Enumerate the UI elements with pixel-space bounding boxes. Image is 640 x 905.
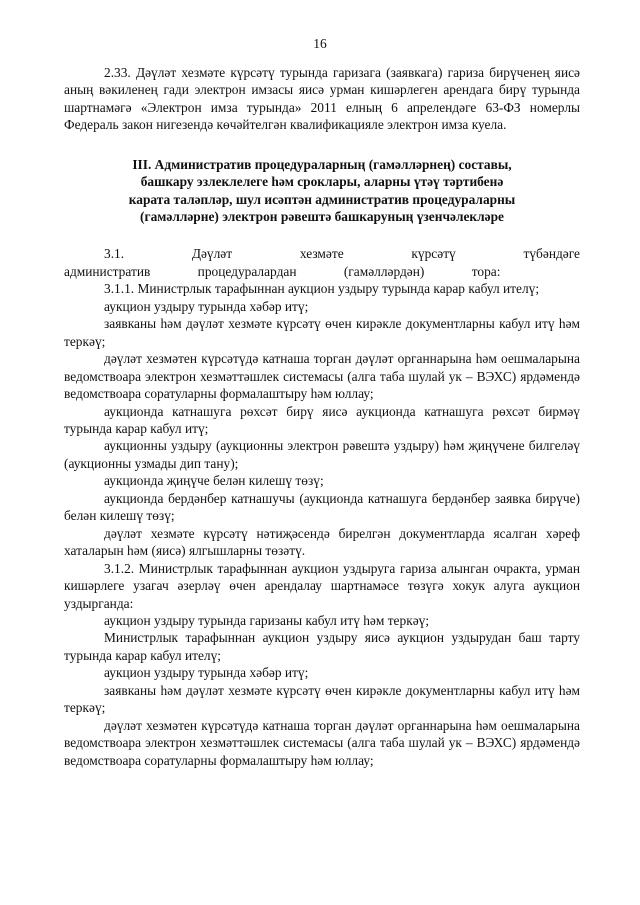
page-number: 16 <box>313 36 327 51</box>
paragraph-3-1-2: 3.1.2. Министрлык тарафыннан аукцион уздыруга гариза алынган очракта, урман кишәрлеге узагач әзерләү өчен арендалау шартнамәсе төзүгә хокук алуга аукцион уздырганда: <box>64 560 580 611</box>
paragraph-3-1-1: 3.1.1. Министрлык тарафыннан аукцион уздыру турында карар кабул ителү; <box>104 281 540 297</box>
list-item: аукционда катнашуга рөхсәт бирү яисә аукционда катнашуга рөхсәт бирмәү турында карар кабул итү; <box>64 403 580 436</box>
list-item: дәүләт хезмәтен күрсәтүдә катнаша торган дәүләт органнарына һәм оешмаларына ведомствоара электрон хезмәттәшлек системасы (алга таба шулай ук – ВЭХС) ярдәмендә ведомствоара соратуларны формалаштыру һәм юллау; <box>64 717 580 768</box>
list-item: аукцион уздыру турында гаризаны кабул итү һәм теркәү; <box>104 612 430 628</box>
section-heading-line: (гамәлләрне) электрон рәвештә башкаруның үзенчәлекләре <box>140 209 504 225</box>
list-item: заявканы һәм дәүләт хезмәте күрсәтү өчен кирәкле документларны кабул итү һәм теркәү; <box>64 682 580 716</box>
list-item: аукцион уздыру турында хәбәр итү; <box>104 665 309 681</box>
paragraph-3-1: 3.1. Дәүләт хезмәте күрсәтү түбәндәге административ процедуралардан (гамәлләрдән) тора: <box>64 246 580 279</box>
list-item: аукционда бердәнбер катнашучы (аукционда катнашуга бердәнбер заявка бирүче) белән килешү төзү; <box>64 490 580 524</box>
list-item: аукционны уздыру (аукционны электрон рәвештә уздыру) һәм җиңүчене билгеләү (аукционны узмады дип тану); <box>64 438 580 471</box>
section-heading-line: башкару эзлеклелеге һәм сроклары, аларны үтәү тәртибенә <box>140 174 504 190</box>
list-item: аукцион уздыру турында хәбәр итү; <box>104 298 309 314</box>
list-item: Министрлык тарафыннан аукцион уздыру яисә аукцион уздырудан баш тарту турында карар кабул ителү; <box>64 630 580 663</box>
list-item: аукционда җиңүче белән килешү төзү; <box>104 473 324 489</box>
section-heading <box>64 156 580 226</box>
list-item: дәүләт хезмәте күрсәтү нәтиҗәсендә бирелгән документларда ясалган хәреф хаталарын һәм (яисә) ялгышларны төзәтү. <box>64 525 580 559</box>
list-item: дәүләт хезмәтен күрсәтүдә катнаша торган дәүләт органнарына һәм оешмаларына ведомствоара электрон хезмәттәшлек системасы (алга таба шулай ук – ВЭХС) ярдәмендә ведомствоара соратуларны формалаштыру һәм юллау; <box>64 351 580 402</box>
section-heading-line: III. Административ процедураларның (гамәлләрнең) составы, <box>132 156 512 172</box>
page-content <box>64 64 580 769</box>
section-heading-line: карата таләпләр, шул исәптән административ процедураларны <box>128 191 516 207</box>
paragraph-2-33: 2.33. Дәүләт хезмәте күрсәтү турында гаризага (заявкага) гариза бирүченең яисә аның вәкиленең гади электрон имзасы яисә урман кишәрлеген арендага бирү турында шартнамәгә «Электрон имза турында» 2011 елның 6 апрелендәге 63-ФЗ номерлы Федераль закон нигезендә көчәйтелгән квалификацияле электрон имза куела. <box>64 65 580 133</box>
list-item: заявканы һәм дәүләт хезмәте күрсәтү өчен кирәкле документларны кабул итү һәм теркәү; <box>64 316 580 349</box>
